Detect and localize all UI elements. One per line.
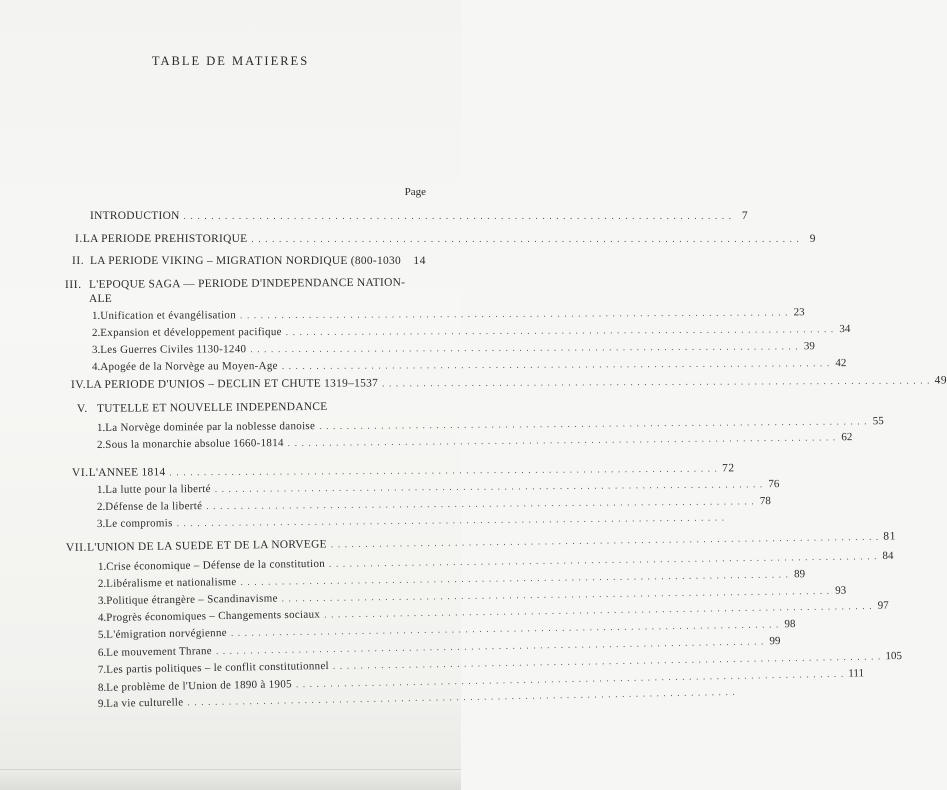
dot-leader: . . . . . . . . . . . . . . . . . . . . . . . . . . . . . . . . . . . . . . . . . . . . . . . . . . . . . . . . . . . . . . . . . . . . . . . . . . . . . . . . — [215, 636, 765, 656]
toc-entry-page: 23 — [793, 306, 805, 319]
toc-entry-page: 62 — [841, 431, 853, 444]
toc-entry-c4 — [70, 374, 947, 391]
toc-entry-intro — [90, 210, 749, 222]
toc-entry-title: Le compromis — [105, 517, 173, 530]
toc-entry-number: 1. — [96, 483, 106, 496]
toc-entry-c3s4 — [91, 357, 847, 373]
toc-entry-c7s1 — [97, 549, 894, 573]
toc-entry-page: 9 — [809, 233, 816, 245]
toc-entry-number: V. — [76, 402, 88, 415]
toc-entry-c5s1 — [96, 415, 884, 434]
toc-entry-number: 4. — [91, 360, 101, 373]
dot-leader: . . . . . . . . . . . . . . . . . . . . . . . . . . . . . . . . . . . . . . . . . . . . . . . . . . . . . . . . . . . . . . . . . . . . . . . . . . . . . . . . — [183, 211, 733, 221]
dot-leader: . . . . . . . . . . . . . . . . . . . . . . . . . . . . . . . . . . . . . . . . . . . . . . . . . . . . . . . . . . . . . . . . . . . . . . . . . . . . . . . . — [324, 600, 873, 620]
toc-entry-page: 14 — [413, 255, 426, 267]
toc-entry-number: 1. — [91, 309, 101, 322]
page-bottom-edge — [0, 769, 461, 790]
toc-entry-number: IV. — [70, 378, 87, 391]
dot-leader: . . . . . . . . . . . . . . . . . . . . . . . . . . . . . . . . . . . . . . . . . . . . . . . . . . . . . . . . . . . . . . . . . . . . . . . . . . . . . . . . — [382, 375, 931, 389]
toc-entry-c5s2 — [96, 431, 853, 451]
toc-entry-c5 — [77, 400, 405, 415]
spacer — [328, 409, 405, 410]
toc-entry-title: INTRODUCTION — [90, 210, 180, 222]
toc-entry-title: Les partis politiques – le conflit constitutionnel — [106, 659, 330, 676]
toc-entry-c3a — [65, 277, 409, 291]
toc-entry-number: 1. — [96, 421, 106, 434]
toc-entry-number: 2. — [91, 326, 101, 339]
toc-entry-page: 89 — [793, 568, 806, 581]
toc-entry-c6 — [71, 462, 735, 479]
toc-entry-title: Défense de la liberté — [105, 500, 203, 513]
toc-entry-number: III. — [64, 278, 82, 291]
toc-entry-title: Progrès économiques – Changements sociaux — [106, 608, 321, 624]
toc-entry-page: 42 — [835, 357, 847, 370]
toc-entry-number: 1. — [97, 560, 107, 573]
toc-entry-c7s5 — [97, 618, 796, 641]
toc-entry-number: VI. — [71, 466, 89, 479]
toc-entry-title: L'UNION DE LA SUEDE ET DE LA NORVEGE — [86, 538, 327, 554]
page-title: TABLE DE MATIERES — [151, 54, 310, 68]
dot-leader: . . . . . . . . . . . . . . . . . . . . . . . . . . . . . . . . . . . . . . . . . . . . . . . . . . . . . . . . . . . . . . . . . . . . . . . . . . . . . . . . — [206, 496, 755, 512]
toc-entry-title: Les Guerres Civiles 1130-1240 — [100, 343, 247, 356]
toc-entry-c6s1 — [96, 478, 780, 496]
toc-entry-number: VII. — [65, 541, 88, 554]
toc-entry-c7s6 — [97, 635, 781, 659]
dot-leader: . . . . . . . . . . . . . . . . . . . . . . . . . . . . . . . . . . . . . . . . . . . . . . . . . . . . . . . . . . . . . . . . . . . . . . . . . . . . . . . . — [230, 619, 780, 638]
toc-entry-c7 — [65, 530, 897, 554]
toc-entry-page: 97 — [877, 599, 889, 612]
dot-leader: . . . . . . . . . . . . . . . . . . . . . . . . . . . . . . . . . . . . . . . . . . . . . . . . . . . . . . . . . . . . . . . . . . . . . . . . . . . . . . . . — [281, 358, 831, 372]
toc-entry-title: Le mouvement Thrane — [106, 645, 213, 659]
toc-entry-number: 8. — [97, 681, 107, 694]
toc-entry-title: LA PERIODE D'UNIOS – DECLIN ET CHUTE 1319–1537 — [86, 377, 379, 391]
toc-entry-c3s2 — [91, 323, 851, 339]
toc-entry-title: L'EPOQUE SAGA — PERIODE D'INDEPENDANCE NATION- — [88, 276, 406, 291]
toc-entry-page: 84 — [882, 549, 894, 563]
toc-entry-page: 78 — [759, 495, 771, 508]
dot-leader: . . . . . . . . . . . . . . . . . . . . . . . . . . . . . . . . . . . . . . . . . . . . . . . . . . . . . . . . . . . . . . . . . . . . . . . . . . . . . . . . — [187, 686, 736, 708]
dot-leader: . . . . . . . . . . . . . . . . . . . . . . . . . . . . . . . . . . . . . . . . . . . . . . . . . . . . . . . . . . . . . . . . . . . . . . . . . . . . . . . . — [169, 463, 719, 478]
toc-entry-title: Apogée de la Norvège au Moyen-Age — [100, 360, 278, 373]
toc-entry-c7s2 — [97, 568, 806, 590]
toc-entry-title: Unification et évangélisation — [100, 309, 237, 322]
toc-entry-number: 2. — [97, 577, 107, 590]
toc-entry-c1 — [75, 233, 816, 245]
toc-entry-number: 9. — [97, 697, 107, 710]
dot-leader: . . . . . . . . . . . . . . . . . . . . . . . . . . . . . . . . . . . . . . . . . . . . . . . . . . . . . . . . . . . . . . . . . . . . . . . . . . . . . . . . — [176, 512, 726, 529]
toc-entry-number: 3. — [97, 594, 107, 607]
dot-leader: . . . . . . . . . . . . . . . . . . . . . . . . . . . . . . . . . . . . . . . . . . . . . . . . . . . . . . . . . . . . . . . . . . . . . . . . . . . . . . . . — [240, 307, 789, 321]
toc-entry-title: La lutte pour la liberté — [105, 483, 211, 496]
toc-entry-title: Crise économique – Défense de la constitution — [106, 557, 326, 573]
toc-entry-title: L'émigration norvégienne — [106, 626, 228, 641]
toc-entry-number: 6. — [97, 646, 107, 659]
toc-entry-c3s1 — [91, 306, 805, 322]
toc-entry-number: II. — [72, 255, 85, 267]
toc-entry-page: 72 — [722, 462, 735, 475]
toc-entry-number: I. — [75, 233, 83, 245]
toc-entry-page: 93 — [835, 584, 847, 597]
toc-entry-title: Le problème de l'Union de 1890 à 1905 — [106, 678, 293, 694]
toc-entry-number: 3. — [91, 343, 101, 356]
dot-leader: . . . . . . . . . . . . . . . . . . . . . . . . . . . . . . . . . . . . . . . . . . . . . . . . . . . . . . . . . . . . . . . . . . . . . . . . . . . . . . . . — [330, 531, 880, 550]
toc-entry-page: 55 — [872, 415, 884, 428]
toc-entry-number: 4. — [97, 611, 107, 624]
toc-entry-title: Expansion et développement pacifique — [100, 326, 282, 339]
toc-entry-c6s2 — [96, 495, 771, 513]
toc-entry-number: 3. — [96, 517, 106, 530]
toc-entry-page: 39 — [803, 340, 815, 353]
toc-entry-number: 2. — [96, 438, 106, 451]
dot-leader: . . . . . . . . . . . . . . . . . . . . . . . . . . . . . . . . . . . . . . . . . . . . . . . . . . . . . . . . . . . . . . . . . . . . . . . . . . . . . . . . — [285, 324, 835, 337]
dot-leader: . . . . . . . . . . . . . . . . . . . . . . . . . . . . . . . . . . . . . . . . . . . . . . . . . . . . . . . . . . . . . . . . . . . . . . . . . . . . . . . . — [295, 668, 845, 690]
toc-entry-c2 — [72, 255, 426, 267]
toc-entry-page: 99 — [769, 635, 781, 648]
toc-entry-c3b — [89, 293, 401, 305]
dot-leader: . . . . . . . . . . . . . . . . . . . . . . . . . . . . . . . . . . . . . . . . . . . . . . . . . . . . . . . . . . . . . . . . . . . . . . . . . . . . . . . . — [240, 569, 790, 588]
toc-entry-c6s3 — [96, 512, 726, 530]
toc-entry-page: 76 — [768, 478, 780, 491]
toc-entry-title: LA PERIODE VIKING – MIGRATION NORDIQUE (800-1030 — [90, 255, 401, 267]
page-column-header: Page — [404, 186, 426, 198]
dot-leader: . . . . . . . . . . . . . . . . . . . . . . . . . . . . . . . . . . . . . . . . . . . . . . . . . . . . . . . . . . . . . . . . . . . . . . . . . . . . . . . . — [251, 234, 800, 244]
toc-entry-number: 7. — [97, 663, 107, 676]
toc-entry-number: 2. — [96, 500, 106, 513]
toc-entry-title: La vie culturelle — [106, 696, 184, 710]
toc-entry-page: 49 — [934, 374, 947, 387]
toc-entry-page: 111 — [848, 667, 865, 680]
dot-leader: . . . . . . . . . . . . . . . . . . . . . . . . . . . . . . . . . . . . . . . . . . . . . . . . . . . . . . . . . . . . . . . . . . . . . . . . . . . . . . . . — [332, 651, 882, 671]
toc-entry-title: LA PERIODE PREHISTORIQUE — [82, 233, 248, 245]
toc-entry-page: 7 — [741, 210, 749, 222]
toc-entry-title: Sous la monarchie absolue 1660-1814 — [105, 437, 284, 451]
toc-entry-page: 81 — [883, 530, 897, 543]
toc-entry-title: ALE — [89, 293, 113, 305]
toc-entry-page: 98 — [784, 618, 796, 631]
dot-leader: . . . . . . . . . . . . . . . . . . . . . . . . . . . . . . . . . . . . . . . . . . . . . . . . . . . . . . . . . . . . . . . . . . . . . . . . . . . . . . . . — [319, 416, 868, 432]
dot-leader: . . . . . . . . . . . . . . . . . . . . . . . . . . . . . . . . . . . . . . . . . . . . . . . . . . . . . . . . . . . . . . . . . . . . . . . . . . . . . . . . — [250, 341, 799, 355]
toc-entry-page: 34 — [839, 323, 851, 336]
dot-leader: . . . . . . . . . . . . . . . . . . . . . . . . . . . . . . . . . . . . . . . . . . . . . . . . . . . . . . . . . . . . . . . . . . . . . . . . . . . . . . . . — [214, 479, 764, 494]
toc-entry-page: 105 — [885, 649, 903, 663]
dot-leader: . . . . . . . . . . . . . . . . . . . . . . . . . . . . . . . . . . . . . . . . . . . . . . . . . . . . . . . . . . . . . . . . . . . . . . . . . . . . . . . . — [287, 432, 837, 449]
toc-entry-title: Politique étrangère – Scandinavisme — [106, 592, 278, 607]
toc-entry-c3s3 — [91, 340, 815, 356]
dot-leader: . . . . . . . . . . . . . . . . . . . . . . . . . . . . . . . . . . . . . . . . . . . . . . . . . . . . . . . . . . . . . . . . . . . . . . . . . . . . . . . . — [281, 585, 831, 604]
toc-entry-c7s3 — [97, 584, 847, 607]
toc-entry-title: L'ANNEE 1814 — [88, 466, 166, 479]
toc-entry-title: Libéralisme et nationalisme — [106, 576, 237, 590]
toc-entry-title: TUTELLE ET NOUVELLE INDEPENDANCE — [96, 400, 328, 415]
toc-entry-number: 5. — [97, 628, 107, 641]
dot-leader: . . . . . . . . . . . . . . . . . . . . . . . . . . . . . . . . . . . . . . . . . . . . . . . . . . . . . . . . . . . . . . . . . . . . . . . . . . . . . . . . — [328, 551, 878, 569]
toc-entry-title: La Norvège dominée par la noblesse danoise — [105, 420, 316, 434]
